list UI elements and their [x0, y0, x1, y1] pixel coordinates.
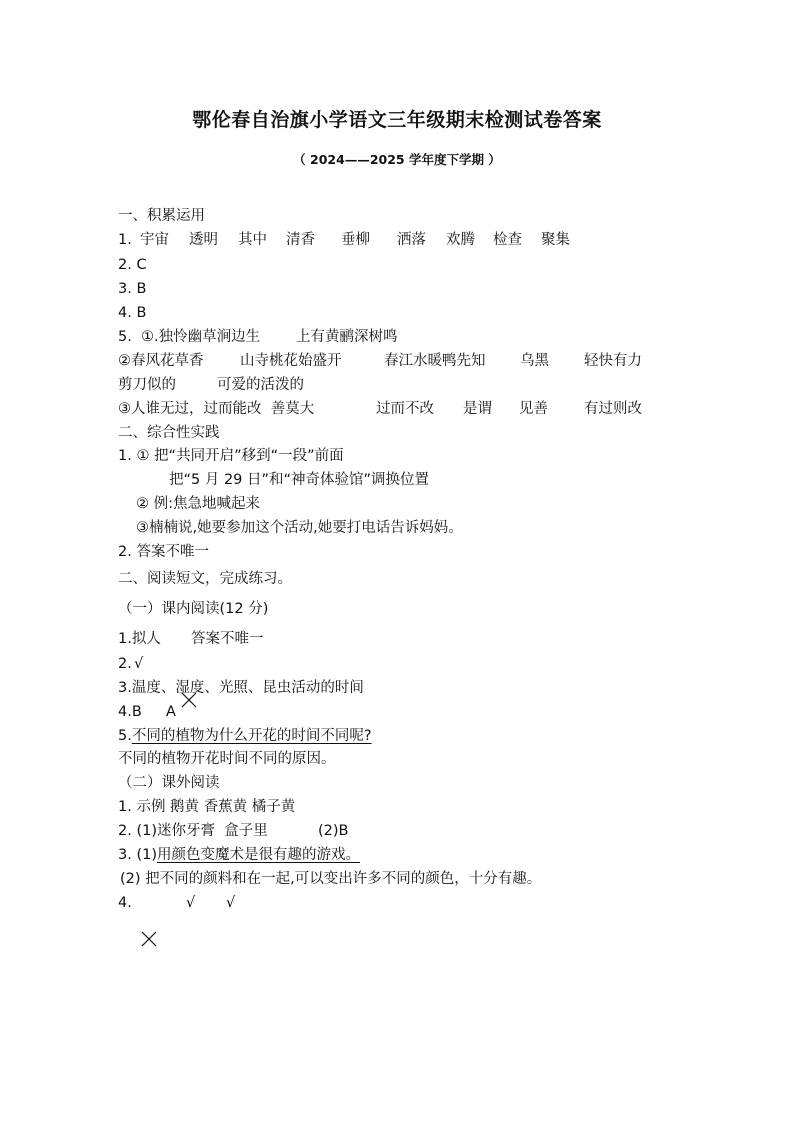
answer-number: 4. [118, 895, 132, 911]
p1-q5-answer [118, 727, 372, 745]
s1-q5-line1 [118, 328, 678, 346]
s1-q1-answer [118, 231, 570, 249]
s1-q1-word: 清香 [286, 232, 315, 248]
answer-word: 轻快有力 [584, 353, 642, 369]
check-mark: √ [134, 656, 144, 672]
proverb-line: 过而不改 [376, 401, 434, 417]
poem-line: 5. ①.独怜幽草涧边生 [118, 329, 261, 345]
part-1-heading: （一）课内阅读(12 分) [118, 601, 269, 617]
s1-q4-answer: 4. B [118, 305, 147, 321]
s1-q3-answer: 3. B [118, 281, 147, 297]
poem-line: 春江水暖鸭先知 [384, 353, 486, 369]
check-mark: √ [226, 895, 236, 911]
s2-q1-part1: 1. ① 把“共同开启”移到“一段”前面 [118, 448, 344, 464]
proverb-line: 有过则改 [584, 401, 642, 417]
cross-mark-icon [141, 895, 157, 911]
s1-q2-answer: 2. C [118, 257, 147, 273]
p2-q3-answer-cont: (2) 把不同的颜料和在一起,可以变出许多不同的颜色，十分有趣。 [120, 871, 542, 887]
proverb-line: 见善 [519, 401, 548, 417]
p1-q3-answer: 3.温度、湿度、光照、昆虫活动的时间 [118, 680, 364, 696]
s1-q1-word: 其中 [238, 232, 267, 248]
s2-q2-answer: 2. 答案不唯一 [118, 544, 209, 560]
s1-q5-line3 [118, 376, 678, 394]
proverb-line: ③人谁无过，过而能改 善莫大 [118, 401, 315, 417]
part-2-heading: （二）课外阅读 [118, 775, 220, 791]
p1-q1-answer [118, 630, 418, 648]
p2-q3-answer [118, 846, 360, 864]
s1-q1-word: 垂柳 [341, 232, 370, 248]
poem-line: 山寺桃花始盛开 [240, 353, 342, 369]
answer-text: 1.拟人 [118, 631, 161, 647]
s1-q1-word: 聚集 [541, 232, 570, 248]
answer-text: 2. [118, 656, 132, 672]
s1-q1-word: 检查 [493, 232, 522, 248]
p2-q4-answer [118, 894, 318, 912]
section-2-heading: 二、综合性实践 [118, 425, 220, 441]
answer-number: 3. (1) [118, 847, 157, 863]
proverb-line: 是谓 [463, 401, 492, 417]
section-3-heading: 二、阅读短文，完成练习。 [118, 571, 292, 587]
underlined-sentence: 不同的植物为什么开花的时间不同呢? [131, 728, 372, 744]
answer-text: 4.B [118, 704, 142, 720]
s1-q1-number: 1. [118, 232, 137, 248]
answer-word: 乌黑 [520, 353, 549, 369]
s1-q1-word: 宇宙 [140, 232, 169, 248]
poem-line: 上有黄鹂深树鸣 [296, 329, 398, 345]
answer-text: A [166, 704, 176, 720]
p1-q2-answer [118, 655, 418, 673]
s2-q1-part3: ③楠楠说,她要参加这个活动,她要打电话告诉妈妈。 [136, 520, 463, 536]
answer-word: 剪刀似的 [118, 377, 176, 393]
p2-q1-answer: 1. 示例 鹅黄 香蕉黄 橘子黄 [118, 799, 296, 815]
answer-number: 5. [118, 728, 132, 744]
page-title: 鄂伦春自治旗小学语文三年级期末检测试卷答案 [192, 109, 602, 131]
p1-q5-answer-cont: 不同的植物开花时间不同的原因。 [118, 751, 336, 767]
underlined-sentence: 用颜色变魔术是很有趣的游戏。 [156, 847, 360, 863]
answer-text: 2. (1)迷你牙膏 盒子里 [118, 823, 268, 839]
section-1-heading: 一、积累运用 [118, 208, 205, 224]
p1-q4-answer [118, 703, 318, 721]
s1-q5-line4 [118, 400, 678, 418]
s1-q5-line2 [118, 352, 678, 370]
p2-q2-answer [118, 822, 418, 840]
s1-q1-word: 洒落 [397, 232, 426, 248]
check-mark: √ [186, 895, 196, 911]
cross-mark-icon [181, 656, 197, 672]
poem-line: ②春风花草香 [118, 353, 204, 369]
s2-q1-part1-cont: 把“5 月 29 日”和“神奇体验馆”调换位置 [169, 472, 430, 488]
s1-q1-word: 透明 [189, 232, 218, 248]
answer-text: 答案不唯一 [191, 631, 264, 647]
answer-word: 可爱的活泼的 [217, 377, 304, 393]
s2-q1-part2: ② 例:焦急地喊起来 [136, 496, 260, 512]
s1-q1-word: 欢腾 [446, 232, 475, 248]
page-subtitle: （ 2024——2025 学年度下学期 ） [293, 152, 501, 167]
answer-text: (2)B [318, 823, 349, 839]
